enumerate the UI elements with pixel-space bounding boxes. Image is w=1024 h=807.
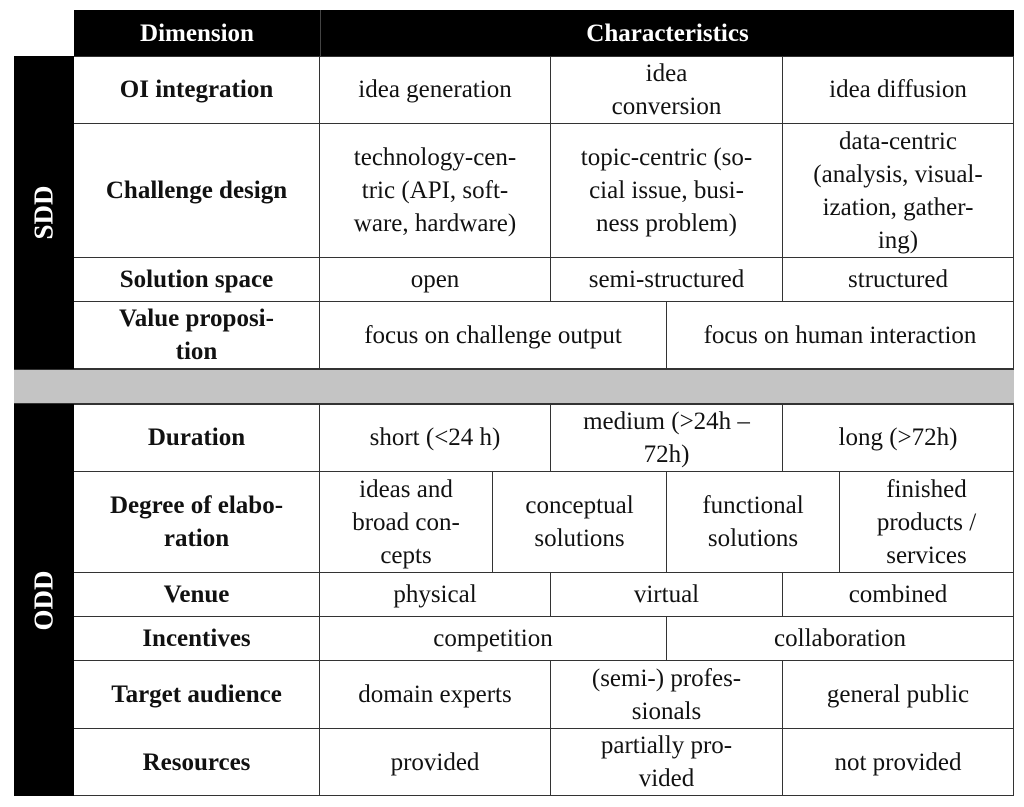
characteristic-text: not provided xyxy=(834,748,962,776)
dimension-solution xyxy=(74,258,320,302)
dimension-value xyxy=(74,302,320,369)
characteristic-text: combined xyxy=(848,581,948,608)
group-separator xyxy=(14,369,1014,404)
dimension-oi xyxy=(74,56,320,124)
characteristic-cell xyxy=(320,124,551,258)
characteristic-text: virtual xyxy=(633,581,700,608)
group-odd xyxy=(14,404,74,796)
characteristic-text: (semi-) profes- sionals xyxy=(591,664,742,725)
characteristic-cell xyxy=(551,573,783,617)
characteristic-cell xyxy=(783,124,1014,258)
characteristic-text: collaboration xyxy=(774,625,906,652)
characteristic-cell xyxy=(320,573,551,617)
characteristic-cell xyxy=(320,472,493,573)
dimension-venue xyxy=(74,573,320,617)
characteristic-cell xyxy=(320,404,551,472)
dimension-elaboration xyxy=(74,472,320,573)
characteristic-text: conceptual solutions xyxy=(525,492,634,552)
dimension-resources xyxy=(74,729,320,796)
characteristic-text: idea conversion xyxy=(611,59,722,120)
characteristic-cell xyxy=(551,124,783,258)
characteristic-cell xyxy=(783,56,1014,124)
characteristic-text: idea diffusion xyxy=(829,76,967,103)
group-sdd xyxy=(14,56,74,369)
characteristic-cell xyxy=(320,617,667,661)
characteristic-cell xyxy=(551,661,783,729)
characteristic-text: topic-centric (so- cial issue, busi- ness problem) xyxy=(580,144,753,237)
header-dimension-label: Dimension xyxy=(140,19,254,47)
characteristic-text: functional solutions xyxy=(702,492,804,552)
characteristic-text: domain experts xyxy=(358,681,512,708)
characteristic-cell xyxy=(783,661,1014,729)
characteristic-text: focus on challenge output xyxy=(364,321,622,349)
characteristic-text: provided xyxy=(390,748,480,776)
dimension-challenge xyxy=(74,124,320,258)
dimension-label: Degree of elabo- ration xyxy=(109,492,284,552)
characteristic-cell xyxy=(320,729,551,796)
dimension-label: Duration xyxy=(147,424,246,451)
characteristic-cell xyxy=(320,661,551,729)
dimension-label: Value proposi- tion xyxy=(119,305,274,365)
group-sdd-label: SDD xyxy=(28,185,59,240)
characteristic-cell xyxy=(551,729,783,796)
characteristic-cell xyxy=(551,258,783,302)
characteristic-cell xyxy=(783,729,1014,796)
dimension-duration xyxy=(74,404,320,472)
dimension-audience xyxy=(74,661,320,729)
characteristic-cell xyxy=(783,258,1014,302)
characteristic-cell xyxy=(320,56,551,124)
characteristic-cell xyxy=(320,302,667,369)
characteristic-cell xyxy=(840,472,1014,573)
dimension-incentives xyxy=(74,617,320,661)
characteristic-text: structured xyxy=(848,266,948,293)
characteristic-cell xyxy=(667,302,1014,369)
header-characteristics xyxy=(320,10,1014,56)
characteristic-text: competition xyxy=(433,625,553,652)
characteristic-text: focus on human interaction xyxy=(703,321,977,349)
group-odd-label: ODD xyxy=(28,570,59,630)
characteristic-text: short (<24 h) xyxy=(369,424,501,451)
characteristic-text: medium (>24h – 72h) xyxy=(583,407,750,468)
characteristic-text: technology-cen- tric (API, soft- ware, hardware) xyxy=(353,144,517,237)
dimension-label: Target audience xyxy=(111,681,282,708)
header-characteristics-label: Characteristics xyxy=(586,19,749,47)
dimension-label: Solution space xyxy=(119,266,274,293)
characteristic-text: physical xyxy=(393,581,477,608)
characteristic-text: open xyxy=(410,266,460,293)
characteristic-text: partially pro- vided xyxy=(600,732,733,792)
dimension-label: Resources xyxy=(142,748,251,776)
characteristic-cell xyxy=(783,404,1014,472)
characteristic-cell xyxy=(667,617,1014,661)
characteristic-cell xyxy=(493,472,667,573)
characteristic-cell xyxy=(551,56,783,124)
characteristic-text: long (>72h) xyxy=(838,424,958,451)
header-dimension xyxy=(74,10,320,56)
dimension-label: Incentives xyxy=(142,625,251,652)
characteristic-text: finished products / services xyxy=(876,475,977,569)
dimension-label: Venue xyxy=(163,581,230,608)
characteristic-cell xyxy=(667,472,840,573)
dimension-label: Challenge design xyxy=(105,177,288,204)
characteristic-text: semi-structured xyxy=(588,266,745,293)
characteristic-text: general public xyxy=(826,681,970,708)
characteristic-cell xyxy=(551,404,783,472)
dimension-label: OI integration xyxy=(119,76,274,103)
characteristic-cell xyxy=(320,258,551,302)
characteristic-cell xyxy=(783,573,1014,617)
characteristic-text: ideas and broad con- cepts xyxy=(352,475,460,569)
characteristic-text: data-centric (analysis, visual- ization, gather- ing) xyxy=(813,127,983,254)
characteristic-text: idea generation xyxy=(358,76,512,103)
